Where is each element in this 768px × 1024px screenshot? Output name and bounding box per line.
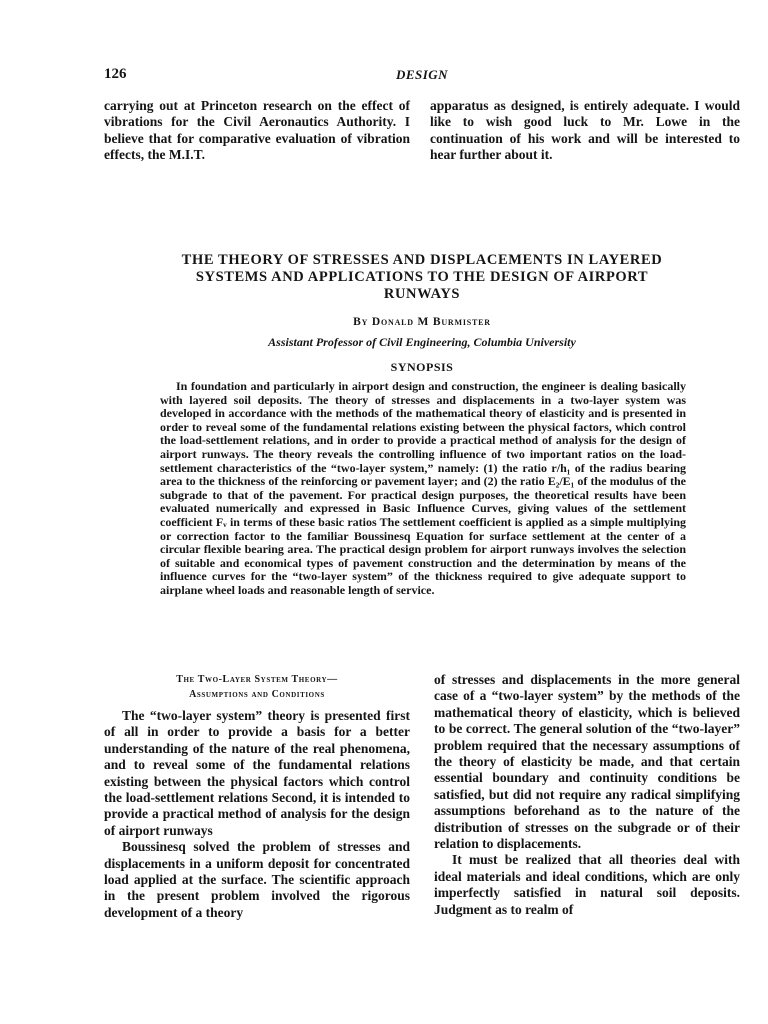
section-heading-line-2: Assumptions and Conditions (189, 689, 325, 700)
section-heading (104, 672, 410, 702)
section-paragraph-2: Boussinesq solved the problem of stresses and displacements in a uniform deposit for concentrated load applied at the surface. The scientific approach in the present problem involved the rigorous development of a theory (104, 839, 410, 920)
article-title-line-1: THE THEORY OF STRESSES AND DISPLACEMENTS IN LAYERED (181, 252, 663, 268)
page-header (104, 66, 740, 86)
running-head: DESIGN (395, 67, 449, 82)
section-right-column (434, 672, 740, 918)
synopsis-text: In foundation and particularly in airport design and construction, the engineer is dealing basically with layered soil deposits. The theory of stresses and displacements in a two-layer system was developed in accordance with the methods of the mathematical theory of elasticity and is presented in order to reveal some of the fundamental relations existing between the physical factors, which control the load-settlement relations, and in order to provide a practical method of analysis for the design of airport runways. The theory reveals the controlling influence of two important ratios on the load-settlement characteristics of the “two-layer system,” namely: (1) the ratio r/h₁ of the radius bearing area to the thickness of the reinforcing or pavement layer; and (2) the ratio E₂/E₁ of the modulus of the subgrade to that of the pavement. For practical design purposes, the theoretical results have been evaluated numerically and expressed in Basic Influence Curves, giving values of the settlement coefficient Fᵥ in terms of these basic ratios The settlement coefficient is applied as a simple multiplying or correction factor to the familiar Boussinesq Equation for surface settlement at the center of a circular flexible bearing area. The practical design problem for airport runways involves the selection of suitable and economical types of pavement construction and the determination by means of the influence curves for the “two-layer system” of the thickness required to give adequate support to airplane wheel loads and reasonable length of service. (160, 379, 686, 597)
article-header (104, 252, 740, 375)
section-paragraph-1: The “two-layer system” theory is presented first of all in order to provide a basis for a better understanding of the nature of the real phenomena, and to reveal some of the fundamental relations existing between the physical factors which control the load-settlement relations Second, it is intended to provide a practical method of analysis for the design of airport runways (104, 708, 410, 838)
section-heading-line-1: The Two-Layer System Theory— (176, 674, 338, 685)
discussion-right-text: apparatus as designed, is entirely adequate. I would like to wish good luck to Mr. Lowe in the continuation of his work and will be interested to hear further about it. (430, 98, 740, 163)
discussion-left-text: carrying out at Princeton research on the effect of vibrations for the Civil Aeronautics Authority. I believe that for comparative evaluation of vibration effects, the M.I.T. (104, 98, 410, 163)
discussion-right-column (430, 98, 740, 164)
discussion-left-column (104, 98, 410, 164)
author-byline: By Donald M Burmister (353, 316, 491, 328)
section-left-column (104, 672, 410, 921)
article-title-line-2: SYSTEMS AND APPLICATIONS TO THE DESIGN OF AIRPORT (195, 269, 649, 285)
section-paragraph-3: of stresses and displacements in the more general case of a “two-layer system” by the methods of the mathematical theory of elasticity, which is believed to be correct. The general solution of the “two-layer” problem required that the necessary assumptions of the theory of elasticity be made, and that certain essential boundary and continuity conditions be satisfied, but did not require any radical simplifying assumptions beforehand as to the nature of the distribution of stresses on the subgrade or of their relation to displacements. (434, 672, 740, 852)
synopsis-heading: SYNOPSIS (390, 360, 454, 374)
page-number: 126 (104, 66, 127, 82)
author-affiliation: Assistant Professor of Civil Engineering, Columbia University (268, 335, 576, 349)
article-title-line-3: RUNWAYS (383, 286, 461, 302)
section-paragraph-4: It must be realized that all theories deal with ideal materials and ideal conditions, which are only imperfectly satisfied in natural soil deposits. Judgment as to realm of (434, 852, 740, 917)
